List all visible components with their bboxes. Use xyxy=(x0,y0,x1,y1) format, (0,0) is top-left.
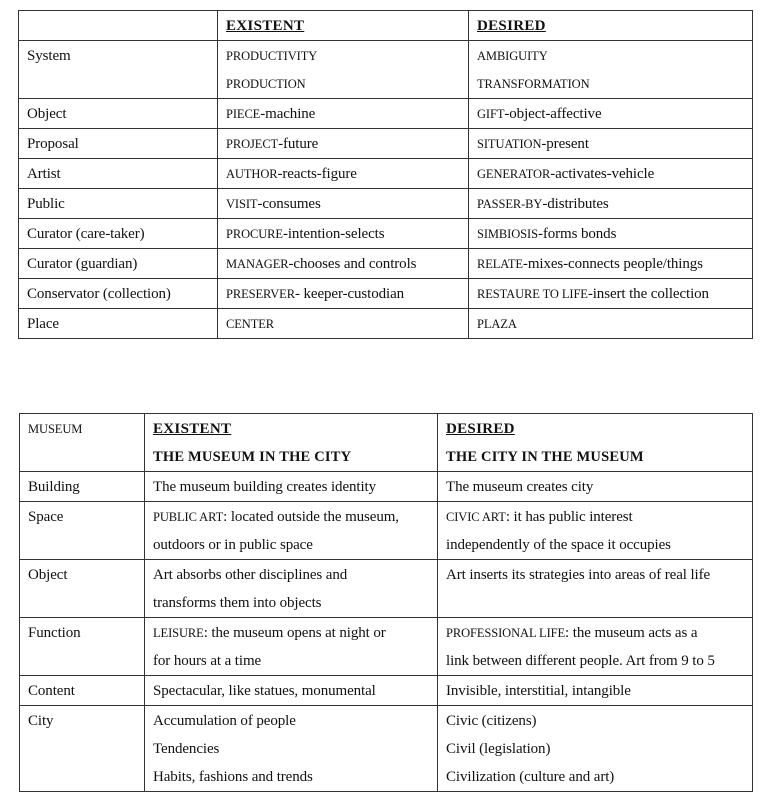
row-label-cell xyxy=(20,560,145,618)
cell-line: GENERATOR-activates-vehicle xyxy=(477,166,655,182)
row-label-cell xyxy=(19,99,218,129)
table-row xyxy=(20,472,753,502)
cell-lines xyxy=(477,280,744,308)
cell-line: PRODUCTION xyxy=(226,77,306,91)
cell-line: PUBLIC ART: located outside the museum, xyxy=(153,509,399,525)
table1-body xyxy=(19,41,753,339)
existent-cell xyxy=(145,472,438,502)
row-label-cell xyxy=(20,472,145,502)
row-label: Content xyxy=(28,683,75,699)
table-row xyxy=(19,41,753,99)
existent-column-subtitle: THE MUSEUM IN THE CITY xyxy=(153,449,352,465)
row-label: Object xyxy=(27,106,67,122)
cell-line: PIECE-machine xyxy=(226,106,316,122)
cell-lines xyxy=(477,220,744,248)
cell-lines xyxy=(226,160,460,188)
roles-comparison-table xyxy=(18,10,753,339)
table-row xyxy=(19,159,753,189)
cell-lines xyxy=(477,100,744,128)
cell-lines xyxy=(446,561,744,589)
cell-line: RESTAURE TO LIFE-insert the collection xyxy=(477,286,709,302)
cell-lines xyxy=(446,473,744,501)
cell-line: Tendencies xyxy=(153,741,220,757)
desired-column-header-cell xyxy=(438,414,753,472)
desired-cell xyxy=(469,309,753,339)
table-row xyxy=(19,219,753,249)
cell-line: The museum building creates identity xyxy=(153,479,377,495)
cell-lines xyxy=(153,561,429,617)
row-label-cell xyxy=(19,189,218,219)
desired-column-title: DESIRED xyxy=(477,18,546,34)
desired-cell xyxy=(469,279,753,309)
existent-cell xyxy=(218,309,469,339)
existent-cell xyxy=(145,706,438,792)
cell-line: Invisible, interstitial, intangible xyxy=(446,683,631,699)
row-label: Curator (care-taker) xyxy=(27,226,145,242)
desired-cell xyxy=(438,472,753,502)
cell-lines xyxy=(153,619,429,675)
cell-lines xyxy=(226,42,460,98)
row-label: Function xyxy=(28,625,81,641)
cell-lines xyxy=(477,130,744,158)
cell-line: The museum creates city xyxy=(446,479,594,495)
existent-cell xyxy=(218,41,469,99)
cell-lines xyxy=(226,100,460,128)
cell-line: TRANSFORMATION xyxy=(477,77,590,91)
row-label-cell xyxy=(19,159,218,189)
cell-line: PROCURE-intention-selects xyxy=(226,226,385,242)
row-label-cell xyxy=(19,249,218,279)
table-header-row xyxy=(19,11,753,41)
desired-cell xyxy=(469,219,753,249)
museum-column-header-cell xyxy=(20,414,145,472)
row-label-cell xyxy=(20,618,145,676)
row-label-cell xyxy=(19,309,218,339)
row-label: Place xyxy=(27,316,59,332)
row-label-cell xyxy=(19,279,218,309)
desired-cell xyxy=(469,129,753,159)
cell-lines xyxy=(477,310,744,338)
table-row xyxy=(20,560,753,618)
cell-lines xyxy=(226,310,460,338)
table-row xyxy=(19,129,753,159)
cell-line: CENTER xyxy=(226,317,275,331)
row-label: Artist xyxy=(27,166,61,182)
existent-cell xyxy=(218,129,469,159)
cell-lines xyxy=(477,250,744,278)
table-row xyxy=(20,618,753,676)
desired-cell xyxy=(438,502,753,560)
cell-lines xyxy=(153,707,429,791)
cell-lines xyxy=(446,707,744,791)
existent-column-header-cell xyxy=(218,11,469,41)
existent-cell xyxy=(218,249,469,279)
cell-line: PROFESSIONAL LIFE: the museum acts as a xyxy=(446,625,698,641)
desired-column-subtitle: THE CITY IN THE MUSEUM xyxy=(446,449,644,465)
row-label: Object xyxy=(28,567,68,583)
cell-line: AUTHOR-reacts-figure xyxy=(226,166,357,182)
existent-cell xyxy=(218,99,469,129)
cell-lines xyxy=(446,677,744,705)
existent-cell xyxy=(218,279,469,309)
table-row xyxy=(20,706,753,792)
header-lines xyxy=(446,415,744,471)
existent-column-title: EXISTENT xyxy=(226,18,305,34)
cell-lines xyxy=(226,220,460,248)
desired-cell xyxy=(469,249,753,279)
existent-column-title: EXISTENT xyxy=(153,421,232,437)
row-label: City xyxy=(28,713,54,729)
table2-body xyxy=(20,472,753,792)
cell-line: AMBIGUITY xyxy=(477,49,548,63)
cell-line: VISIT-consumes xyxy=(226,196,321,212)
desired-cell xyxy=(438,676,753,706)
existent-cell xyxy=(218,159,469,189)
cell-lines xyxy=(153,473,429,501)
desired-column-header-cell xyxy=(469,11,753,41)
table-row xyxy=(20,502,753,560)
cell-line: Civil (legislation) xyxy=(446,741,551,757)
header-lines xyxy=(153,415,429,471)
cell-line: MANAGER-chooses and controls xyxy=(226,256,417,272)
existent-cell xyxy=(218,189,469,219)
cell-line: transforms them into objects xyxy=(153,595,322,611)
existent-cell xyxy=(145,676,438,706)
desired-cell xyxy=(469,159,753,189)
table1-header xyxy=(19,11,753,41)
desired-cell xyxy=(469,99,753,129)
row-label-cell xyxy=(20,676,145,706)
cell-line: PRODUCTIVITY xyxy=(226,49,318,63)
cell-line: Art absorbs other disciplines and xyxy=(153,567,348,583)
museum-comparison-table xyxy=(19,413,753,792)
cell-line: Accumulation of people xyxy=(153,713,296,729)
cell-line: RELATE-mixes-connects people/things xyxy=(477,256,703,272)
existent-column-header-cell xyxy=(145,414,438,472)
row-label: Space xyxy=(28,509,64,525)
cell-line: independently of the space it occupies xyxy=(446,537,671,553)
table-row xyxy=(19,249,753,279)
row-label: Conservator (collection) xyxy=(27,286,171,302)
existent-cell xyxy=(145,560,438,618)
cell-line: link between different people. Art from 9 to 5 xyxy=(446,653,715,669)
cell-line: SITUATION-present xyxy=(477,136,589,152)
cell-lines xyxy=(153,503,429,559)
cell-lines xyxy=(446,619,744,675)
desired-cell xyxy=(438,706,753,792)
desired-cell xyxy=(469,41,753,99)
cell-lines xyxy=(226,190,460,218)
cell-line: Spectacular, like statues, monumental xyxy=(153,683,376,699)
cell-line: Habits, fashions and trends xyxy=(153,769,313,785)
cell-line: Art inserts its strategies into areas of real life xyxy=(446,567,711,583)
cell-line: LEISURE: the museum opens at night or xyxy=(153,625,386,641)
table-row xyxy=(19,309,753,339)
table-row xyxy=(19,189,753,219)
cell-line: Civilization (culture and art) xyxy=(446,769,615,785)
row-label: System xyxy=(27,48,71,64)
row-label-cell xyxy=(20,502,145,560)
table-header-row xyxy=(20,414,753,472)
row-label: Proposal xyxy=(27,136,79,152)
cell-lines xyxy=(226,130,460,158)
cell-line: PROJECT-future xyxy=(226,136,319,152)
cell-line: outdoors or in public space xyxy=(153,537,313,553)
cell-lines xyxy=(477,160,744,188)
table-row xyxy=(19,99,753,129)
table2-header xyxy=(20,414,753,472)
cell-line: Civic (citizens) xyxy=(446,713,537,729)
cell-line: for hours at a time xyxy=(153,653,262,669)
row-label-cell xyxy=(19,41,218,99)
desired-column-title: DESIRED xyxy=(446,421,515,437)
cell-lines xyxy=(153,677,429,705)
row-label: Curator (guardian) xyxy=(27,256,138,272)
desired-cell xyxy=(438,560,753,618)
desired-cell xyxy=(438,618,753,676)
cell-lines xyxy=(477,190,744,218)
desired-cell xyxy=(469,189,753,219)
cell-line: PASSER-BY-distributes xyxy=(477,196,609,212)
cell-line: SIMBIOSIS-forms bonds xyxy=(477,226,617,242)
row-label-cell xyxy=(19,219,218,249)
existent-cell xyxy=(145,618,438,676)
cell-lines xyxy=(477,42,744,98)
cell-line: PLAZA xyxy=(477,317,517,331)
cell-lines xyxy=(226,250,460,278)
row-label-cell xyxy=(20,706,145,792)
table1-corner-cell xyxy=(19,11,218,41)
existent-cell xyxy=(218,219,469,249)
cell-line: CIVIC ART: it has public interest xyxy=(446,509,633,525)
cell-lines xyxy=(226,280,460,308)
cell-lines xyxy=(446,503,744,559)
existent-cell xyxy=(145,502,438,560)
cell-line: PRESERVER- keeper-custodian xyxy=(226,286,405,302)
row-label: Public xyxy=(27,196,65,212)
museum-column-title: MUSEUM xyxy=(28,422,83,436)
row-label: Building xyxy=(28,479,80,495)
table-row xyxy=(19,279,753,309)
row-label-cell xyxy=(19,129,218,159)
cell-line: GIFT-object-affective xyxy=(477,106,602,122)
table-row xyxy=(20,676,753,706)
